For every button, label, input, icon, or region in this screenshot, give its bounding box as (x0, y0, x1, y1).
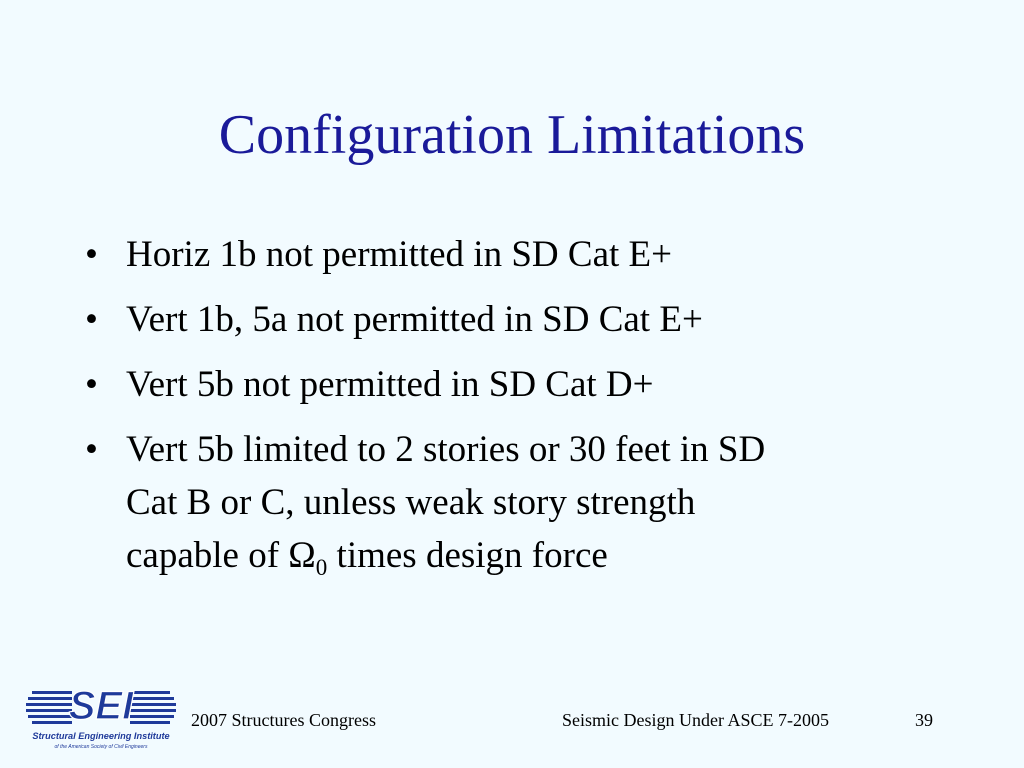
omega-subscript: 0 (315, 555, 328, 580)
slide-title: Configuration Limitations (218, 104, 806, 166)
bullet-text-line-3-suffix: times design force (327, 535, 608, 576)
page-number: 39 (915, 710, 933, 730)
bullet-item (85, 358, 945, 411)
bullet-text-line-1: Vert 5b limited to 2 stories or 30 feet in SD (126, 429, 766, 470)
footer-event-name: 2007 Structures Congress (191, 710, 376, 730)
bullet-text: Vert 1b, 5a not permitted in SD Cat E+ (126, 299, 703, 340)
bullet-dot-icon: • (85, 364, 98, 405)
slide-footer (0, 705, 1024, 735)
footer-presentation-title: Seismic Design Under ASCE 7-2005 (562, 710, 829, 730)
bullet-item (85, 293, 945, 346)
svg-text:of the American Society of Civ: of the American Society of Civil Engineers (54, 744, 148, 750)
bullet-item (85, 423, 945, 582)
bullet-list (85, 228, 945, 594)
bullet-item (85, 228, 945, 281)
bullet-dot-icon: • (85, 429, 98, 470)
bullet-dot-icon: • (85, 299, 98, 340)
bullet-text: Vert 5b not permitted in SD Cat D+ (126, 364, 654, 405)
svg-text:Structural Engineering Institu: Structural Engineering Institute (32, 731, 170, 741)
bullet-dot-icon: • (85, 234, 98, 275)
omega-symbol: Ω (288, 535, 316, 576)
svg-text:SEI: SEI (68, 684, 134, 728)
bullet-text-line-2: Cat B or C, unless weak story strength (126, 482, 696, 523)
bullet-text: Horiz 1b not permitted in SD Cat E+ (126, 234, 672, 275)
bullet-text-line-3-prefix: capable of (126, 535, 289, 576)
